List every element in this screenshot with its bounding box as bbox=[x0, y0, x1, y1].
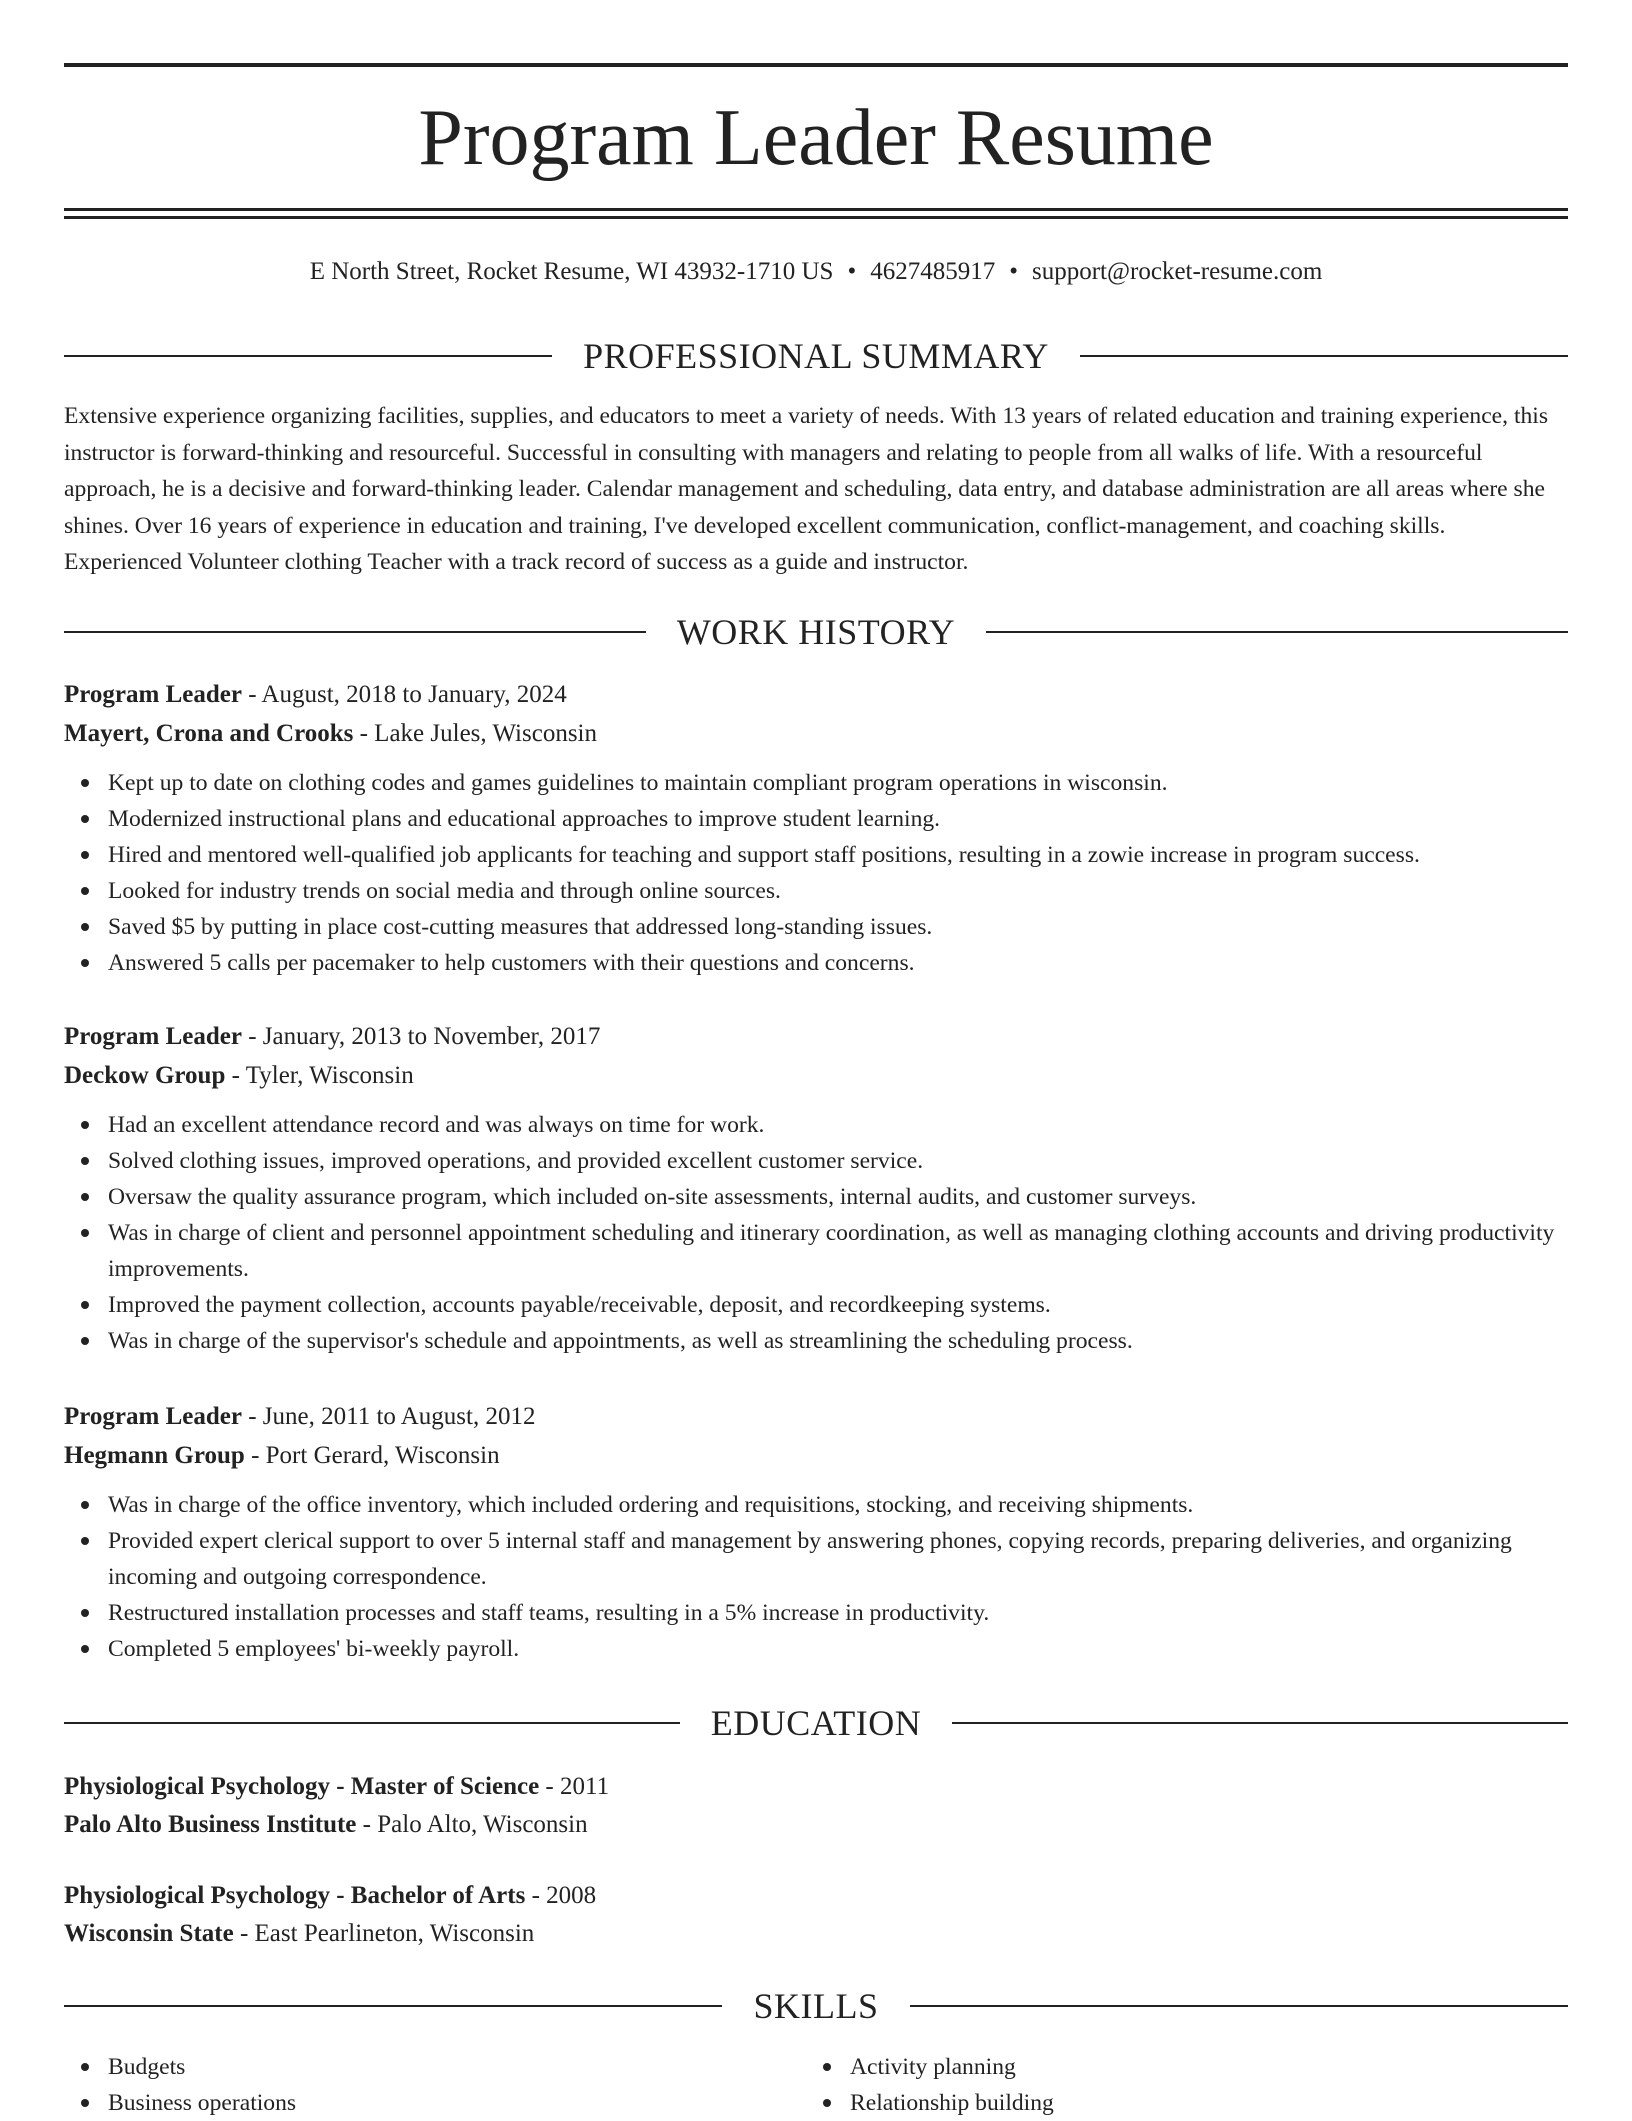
list-item bbox=[64, 945, 1568, 981]
skills-list-right bbox=[806, 2049, 1546, 2121]
list-item-text: Looked for industry trends on social media and through online sources. bbox=[108, 878, 781, 904]
education-degree: Physiological Psychology - Master of Science bbox=[64, 1773, 540, 1800]
list-item bbox=[64, 765, 1568, 801]
section-title: WORK HISTORY bbox=[676, 612, 956, 652]
list-item-text: Was in charge of client and personnel appointment scheduling and itinerary coordination, as well as managing clothing accounts and driving productivity improvements. bbox=[108, 1220, 1555, 1282]
list-item-text: Improved the payment collection, accounts payable/receivable, deposit, and recordkeeping systems. bbox=[108, 1292, 1051, 1318]
bullet-dot bbox=[81, 1157, 89, 1165]
section-rule-right bbox=[952, 1722, 1568, 1724]
education-year: - 2011 bbox=[539, 1773, 610, 1800]
job-title: Program Leader bbox=[64, 681, 242, 708]
education-location: - Palo Alto, Wisconsin bbox=[356, 1811, 588, 1838]
bullet-dot bbox=[81, 923, 89, 931]
page-title: Program Leader Resume bbox=[418, 94, 1214, 182]
list-item bbox=[64, 1631, 1568, 1667]
bullet-dot bbox=[81, 1193, 89, 1201]
education-school: Palo Alto Business Institute bbox=[64, 1811, 357, 1838]
bullet-dot bbox=[81, 1121, 89, 1129]
list-item bbox=[64, 1523, 1568, 1595]
list-item bbox=[64, 1323, 1568, 1359]
list-item-text: Solved clothing issues, improved operations, and provided excellent customer service. bbox=[108, 1148, 924, 1174]
list-item-text: Had an excellent attendance record and was always on time for work. bbox=[108, 1112, 765, 1138]
bullet-dot bbox=[81, 1337, 89, 1345]
job-bullets bbox=[64, 1107, 1568, 1359]
list-item bbox=[64, 1107, 1568, 1143]
skill-text: Activity planning bbox=[850, 2054, 1016, 2080]
bullet-dot bbox=[81, 1301, 89, 1309]
skills-list-left bbox=[64, 2049, 804, 2121]
job-dates: - August, 2018 to January, 2024 bbox=[241, 681, 567, 708]
bullet-dot bbox=[81, 1609, 89, 1617]
header-double-rule-lower bbox=[64, 216, 1568, 219]
section-title: SKILLS bbox=[753, 1986, 879, 2026]
education-school: Wisconsin State bbox=[64, 1920, 234, 1947]
list-item-text: Modernized instructional plans and educational approaches to improve student learning. bbox=[108, 806, 941, 832]
list-item-text: Restructured installation processes and staff teams, resulting in a 5% increase in productivity. bbox=[108, 1600, 990, 1626]
list-item bbox=[64, 2049, 804, 2085]
contact-address: E North Street, Rocket Resume, WI 43932-1710 US bbox=[309, 258, 834, 285]
section-rule-right bbox=[986, 631, 1568, 633]
section-rule-right bbox=[910, 2005, 1568, 2007]
section-heading-summary bbox=[64, 334, 1568, 378]
skill-text: Budgets bbox=[108, 2054, 186, 2080]
job-location: - Lake Jules, Wisconsin bbox=[353, 720, 597, 747]
job-bullets bbox=[64, 765, 1568, 981]
list-item bbox=[806, 2085, 1546, 2121]
job-bullets bbox=[64, 1487, 1568, 1667]
bullet-dot bbox=[823, 2063, 831, 2071]
bullet-dot bbox=[823, 2099, 831, 2107]
bullet-dot bbox=[81, 851, 89, 859]
contact-separator: • bbox=[847, 258, 857, 285]
header-top-rule bbox=[64, 63, 1568, 67]
job-company: Mayert, Crona and Crooks bbox=[64, 720, 354, 747]
list-item bbox=[64, 801, 1568, 837]
bullet-dot bbox=[81, 959, 89, 967]
job-location: - Tyler, Wisconsin bbox=[225, 1062, 414, 1089]
section-title: PROFESSIONAL SUMMARY bbox=[583, 336, 1049, 376]
job-entry bbox=[64, 1397, 1568, 1667]
section-heading-skills bbox=[64, 1984, 1568, 2028]
list-item bbox=[64, 873, 1568, 909]
list-item bbox=[64, 1595, 1568, 1631]
bullet-dot bbox=[81, 815, 89, 823]
bullet-dot bbox=[81, 779, 89, 787]
list-item-text: Saved $5 by putting in place cost-cutting measures that addressed long-standing issues. bbox=[108, 914, 933, 940]
bullet-dot bbox=[81, 1537, 89, 1545]
list-item bbox=[64, 1287, 1568, 1323]
contact-line bbox=[64, 252, 1568, 292]
list-item bbox=[64, 1179, 1568, 1215]
education-entry bbox=[64, 1877, 1568, 1953]
education-location: - East Pearlineton, Wisconsin bbox=[233, 1920, 535, 1947]
section-title: EDUCATION bbox=[710, 1703, 922, 1743]
list-item-text: Was in charge of the supervisor's schedule and appointments, as well as streamlining the scheduling process. bbox=[108, 1328, 1133, 1354]
bullet-dot bbox=[81, 1645, 89, 1653]
bullet-dot bbox=[81, 1501, 89, 1509]
list-item-text: Hired and mentored well-qualified job applicants for teaching and support staff positions, resulting in a zowie increase in program success. bbox=[108, 842, 1420, 868]
bullet-dot bbox=[81, 887, 89, 895]
bullet-dot bbox=[81, 2063, 89, 2071]
list-item bbox=[64, 2085, 804, 2121]
list-item bbox=[64, 1487, 1568, 1523]
job-entry bbox=[64, 675, 1568, 981]
bullet-dot bbox=[81, 1229, 89, 1237]
section-heading-education bbox=[64, 1701, 1568, 1745]
section-heading-work bbox=[64, 610, 1568, 654]
education-year: - 2008 bbox=[525, 1882, 597, 1909]
job-company: Deckow Group bbox=[64, 1062, 226, 1089]
skill-text: Business operations bbox=[108, 2090, 297, 2116]
list-item bbox=[64, 837, 1568, 873]
list-item bbox=[64, 1143, 1568, 1179]
job-location: - Port Gerard, Wisconsin bbox=[244, 1442, 500, 1469]
job-entry bbox=[64, 1017, 1568, 1359]
header-double-rule-upper bbox=[64, 208, 1568, 211]
list-item-text: Kept up to date on clothing codes and games guidelines to maintain compliant program operations in wisconsin. bbox=[108, 770, 1168, 796]
summary-paragraph: Extensive experience organizing facilities, supplies, and educators to meet a variety of needs. With 13 years of related education and training experience, this instructor is forward-thinking and resourceful. Successful in consulting with managers and relating to people from all walks of life. With a resourceful approach, he is a decisive and forward-thinking leader. Calendar management and scheduling, data entry, and database administration are all areas where she shines. Over 16 years of experience in education and training, I've developed excellent communication, conflict-management, and coaching skills. Experienced Volunteer clothing Teacher with a track record of success as a guide and instructor. bbox=[64, 403, 1549, 575]
job-title: Program Leader bbox=[64, 1403, 242, 1430]
list-item-text: Oversaw the quality assurance program, which included on-site assessments, internal audits, and customer surveys. bbox=[108, 1184, 1197, 1210]
contact-phone: 4627485917 bbox=[870, 258, 996, 285]
list-item-text: Answered 5 calls per pacemaker to help customers with their questions and concerns. bbox=[108, 950, 915, 976]
list-item bbox=[64, 909, 1568, 945]
contact-email: support@rocket-resume.com bbox=[1032, 258, 1323, 285]
education-degree: Physiological Psychology - Bachelor of Arts bbox=[64, 1882, 526, 1909]
list-item-text: Provided expert clerical support to over 5 internal staff and management by answering phones, copying records, preparing deliveries, and organizing incoming and outgoing correspondence. bbox=[108, 1528, 1512, 1590]
list-item bbox=[806, 2049, 1546, 2085]
list-item-text: Completed 5 employees' bi-weekly payroll. bbox=[108, 1636, 520, 1662]
job-dates: - June, 2011 to August, 2012 bbox=[241, 1403, 536, 1430]
job-title: Program Leader bbox=[64, 1023, 242, 1050]
contact-separator: • bbox=[1009, 258, 1018, 285]
section-rule-right bbox=[1080, 355, 1568, 357]
job-dates: - January, 2013 to November, 2017 bbox=[241, 1023, 601, 1050]
education-entry bbox=[64, 1768, 1568, 1844]
skill-text: Relationship building bbox=[850, 2090, 1054, 2116]
bullet-dot bbox=[81, 2099, 89, 2107]
list-item-text: Was in charge of the office inventory, which included ordering and requisitions, stocking, and receiving shipments. bbox=[108, 1492, 1194, 1518]
list-item bbox=[64, 1215, 1568, 1287]
job-company: Hegmann Group bbox=[64, 1442, 245, 1469]
